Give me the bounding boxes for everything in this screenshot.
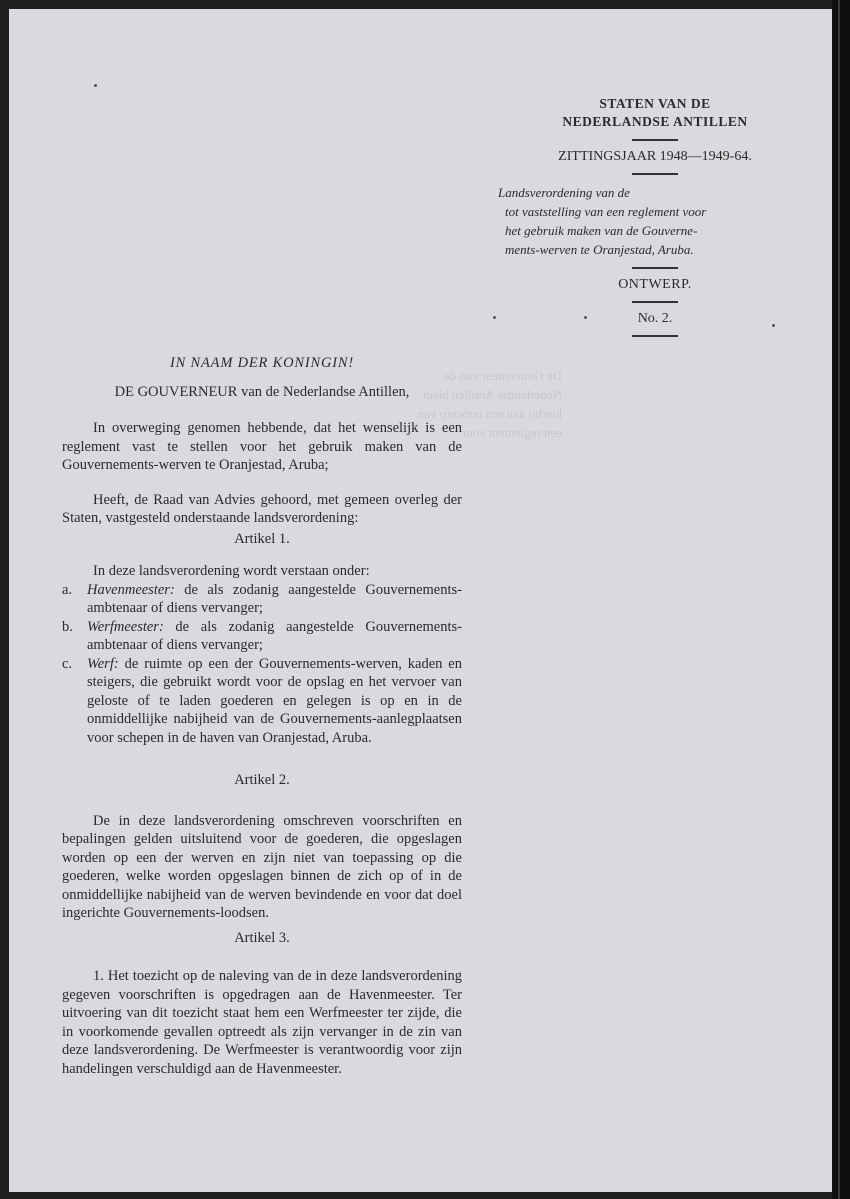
document-body: [62, 354, 462, 1078]
document-header: [490, 95, 820, 345]
item-text: [87, 655, 462, 748]
definition-item: [62, 581, 462, 618]
item-term: Havenmeester:: [87, 581, 175, 598]
subject-line: tot vaststelling van een reglement voor: [505, 204, 707, 219]
preamble: In overweging genomen hebbende, dat het wenselijk is een reglement vast te stellen voor het gebruik maken van de Gouvernements-werven te Oranjestad, Aruba;: [62, 420, 462, 473]
bleed-through: De Gouverneur van de Nederlandse Antillen biedt hierbij aan een ontwerp van een reglement voor: [417, 368, 562, 440]
subject-line: het gebruik maken van de Gouverne-: [505, 223, 698, 238]
item-term: Werfmeester:: [87, 618, 164, 635]
article-title: Artikel 1.: [234, 530, 290, 547]
header-line1: STATEN VAN DE: [599, 96, 711, 111]
divider: [632, 139, 678, 141]
session-year: ZITTINGSJAAR 1948—1949-64.: [558, 149, 752, 164]
invocation: IN NAAM DER KONINGIN!: [170, 355, 354, 371]
preamble: Heeft, de Raad van Advies gehoord, met gemeen overleg der Staten, vastgesteld onderstaande landsverordening:: [62, 491, 462, 526]
item-marker: a.: [62, 581, 73, 598]
draft-label: ONTWERP.: [618, 277, 692, 292]
article-title: Artikel 2.: [234, 772, 290, 788]
item-definition: de ruimte op een der Gouvernements-werven, kaden en steigers, die gebruikt wordt voor de opslag en het vervoer van geloste of te laden goederen en gelegen is op en in de onmiddellijke nabijheid van de Gouvernements-aanlegplaatsen voor schepen in de haven van Oranjestad, Aruba.: [87, 655, 462, 746]
divider: [632, 173, 678, 175]
article-title: Artikel 3.: [234, 929, 290, 946]
subject-line: ments-werven te Oranjestad, Aruba.: [505, 242, 694, 257]
scan-edge: [832, 0, 850, 1199]
speck: [94, 84, 97, 87]
article-text: 1. Het toezicht op de naleving van de in deze landsverordening gegeven voorschriften is opgedragen aan de Havenmeester. Ter uitvoering van dit toezicht staat hem een Werfmeester ter zijde, die in voorkomende gevallen optreedt als zijn vervanger in de zin van deze landsverordening. De Werfmeester is verantwoordig voor zijn handelingen verschuldigd aan de Havenmeester.: [62, 968, 462, 1077]
item-term: Werf:: [87, 655, 119, 672]
divider: [632, 301, 678, 303]
divider: [632, 335, 678, 337]
definition-item: [62, 618, 462, 655]
divider: [632, 267, 678, 269]
item-definition: de als zodanig aangestelde Gouvernements-ambtenaar of diens vervanger;: [87, 618, 462, 653]
header-line2: NEDERLANDSE ANTILLEN: [562, 114, 748, 129]
item-text: [87, 618, 462, 655]
item-marker: b.: [62, 618, 73, 635]
article-intro: In deze landsverordening wordt verstaan onder:: [93, 563, 370, 579]
article-text: De in deze landsverordening omschreven voorschriften en bepalingen gelden uitsluitend voor de goederen, die opgeslagen worden op een der werven en zijn niet van toepassing op die goederen, welke worden opgeslagen binnen de zich op of in de onmiddellijke nabijheid van de werven bevindende en voor dat doel ingerichte Gouvernements-loodsen.: [62, 812, 462, 921]
scan-edge-line: [838, 0, 840, 1199]
subject: [490, 183, 798, 259]
issuer: DE GOUVERNEUR van de Nederlandse Antillen,: [114, 383, 410, 400]
subject-line: Landsverordening van de: [498, 185, 630, 200]
item-marker: c.: [62, 655, 73, 672]
item-definition: de als zodanig aangestelde Gouvernements-ambtenaar of diens vervanger;: [87, 581, 462, 616]
item-text: [87, 581, 462, 618]
definition-item: [62, 655, 462, 748]
document-number: No. 2.: [637, 311, 673, 326]
